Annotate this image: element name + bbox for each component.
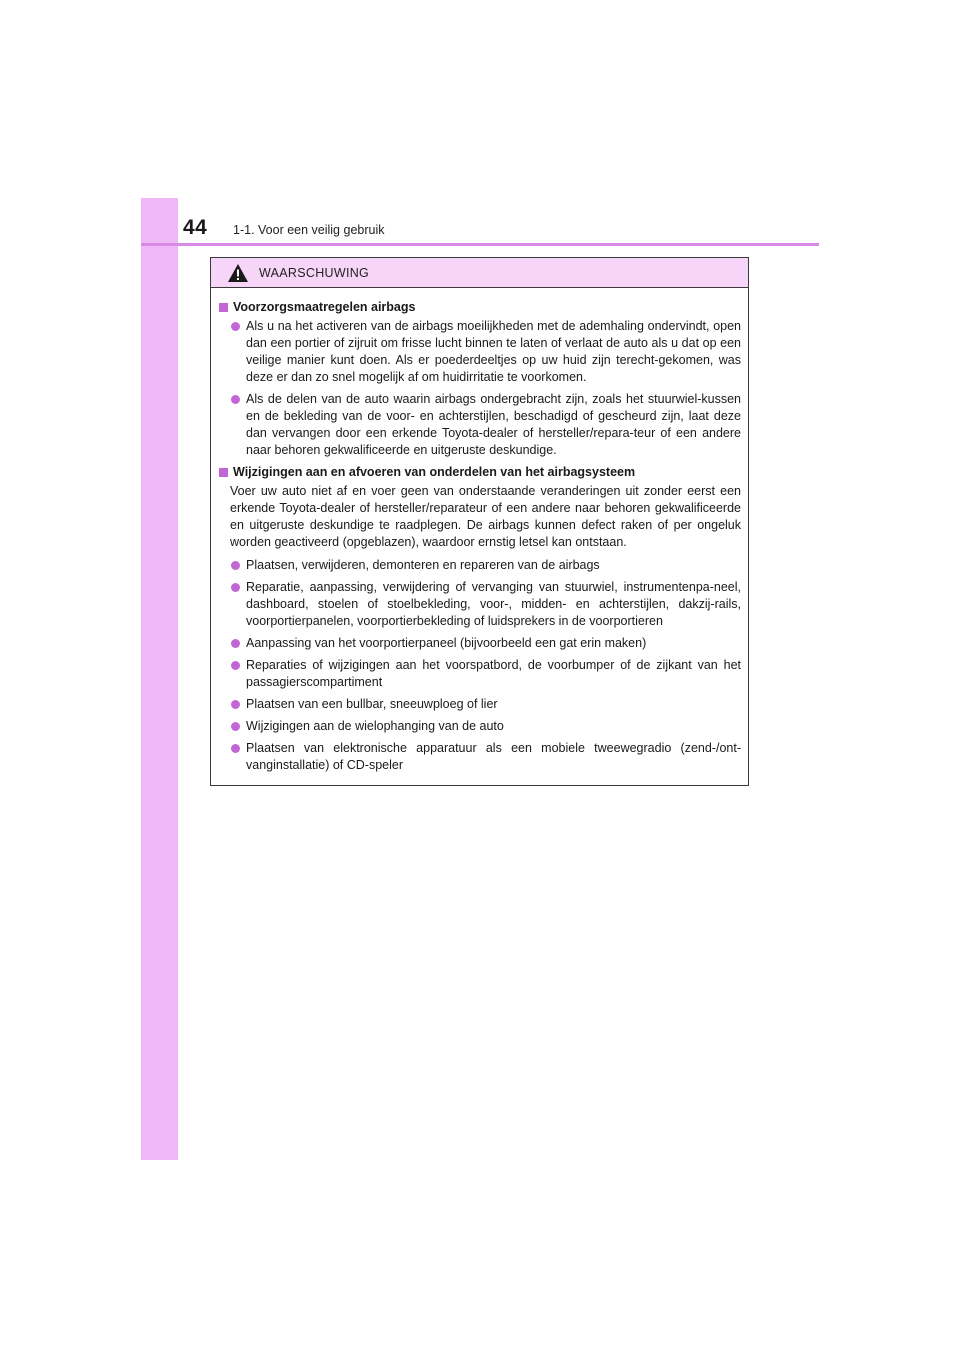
page-number: 44 bbox=[183, 216, 208, 239]
round-bullet-icon bbox=[231, 744, 240, 753]
list-item-text: Aanpassing van het voorportierpaneel (bijvoorbeeld een gat erin maken) bbox=[246, 636, 647, 650]
section-heading bbox=[218, 464, 741, 481]
list-item-text: Plaatsen, verwijderen, demonteren en repareren van de airbags bbox=[246, 558, 600, 572]
section-intro: Voer uw auto niet af en voer geen van onderstaande veranderingen uit zonder eerst een erkende Toyota-dealer of hersteller/reparateur of een andere naar behoren gekwalificeerde en uitgeruste deskundige te raadplegen. De airbags kunnen defect raken of per ongeluk worden geactiveerd (opgeblazen), waardoor ernstig letsel kan ontstaan. bbox=[230, 484, 741, 549]
round-bullet-icon bbox=[231, 700, 240, 709]
section-heading bbox=[218, 299, 741, 316]
round-bullet-icon bbox=[231, 395, 240, 404]
warning-body bbox=[211, 288, 748, 774]
list-item bbox=[230, 657, 741, 691]
list-item-text: Reparaties of wijzigingen aan het voorspatbord, de voorbumper of de zijkant van het passagierscompartiment bbox=[246, 658, 741, 689]
square-bullet-icon bbox=[219, 303, 228, 312]
list-item bbox=[230, 740, 741, 774]
section-heading-text: Voorzorgsmaatregelen airbags bbox=[233, 300, 416, 314]
round-bullet-icon bbox=[231, 639, 240, 648]
round-bullet-icon bbox=[231, 661, 240, 670]
warning-header bbox=[211, 258, 748, 288]
list-item-text: Plaatsen van een bullbar, sneeuwploeg of lier bbox=[246, 697, 498, 711]
warning-triangle-icon bbox=[227, 263, 249, 283]
list-item bbox=[230, 696, 741, 713]
list-item-text: Als de delen van de auto waarin airbags ondergebracht zijn, zoals het stuurwiel-kussen en de bekleding van de voor- en achterstijlen, beschadigd of gescheurd zijn, laat deze dan vervangen door een erkende Toyota-dealer of hersteller/repara-teur of een andere naar behoren gekwalificeerde en uitgeruste deskundige. bbox=[246, 392, 741, 457]
round-bullet-icon bbox=[231, 561, 240, 570]
list-item-text: Wijzigingen aan de wielophanging van de auto bbox=[246, 719, 504, 733]
list-item-text: Plaatsen van elektronische apparatuur als een mobiele tweewegradio (zend-/ont-vanginstallatie) of CD-speler bbox=[246, 741, 741, 772]
list-item bbox=[230, 318, 741, 386]
warning-label: WAARSCHUWING bbox=[259, 265, 370, 280]
warning-section-airbag-modifications bbox=[218, 464, 741, 774]
list-item bbox=[230, 557, 741, 574]
list-item bbox=[230, 391, 741, 459]
round-bullet-icon bbox=[231, 583, 240, 592]
list-item-text: Reparatie, aanpassing, verwijdering of vervanging van stuurwiel, instrumentenpa-neel, dashboard, stoelen of stoelbekleding, voor-, midden- en achterstijlen, dakzij-rails, voorportierpanelen, voorportierbekleding of luidsprekers in de voorportieren bbox=[246, 580, 741, 628]
square-bullet-icon bbox=[219, 468, 228, 477]
section-color-band bbox=[141, 198, 178, 1160]
round-bullet-icon bbox=[231, 322, 240, 331]
list-item-text: Als u na het activeren van de airbags moeilijkheden met de ademhaling ondervindt, open dan een portier of zijruit om frisse lucht binnen te laten of verlaat de auto als u dat op een veilige manier kunt doen. Als er poederdeeltjes op uw huid zijn terecht-gekomen, was deze er dan zo snel mogelijk af om huidirritatie te voorkomen. bbox=[246, 319, 741, 384]
section-title: 1-1. Voor een veilig gebruik bbox=[233, 223, 385, 237]
list-item bbox=[230, 579, 741, 630]
warning-box bbox=[210, 257, 749, 786]
list-item bbox=[230, 718, 741, 735]
warning-section-airbag-precautions bbox=[218, 299, 741, 459]
list-item bbox=[230, 635, 741, 652]
header-divider bbox=[141, 243, 819, 246]
round-bullet-icon bbox=[231, 722, 240, 731]
section-heading-text: Wijzigingen aan en afvoeren van onderdelen van het airbagsysteem bbox=[233, 465, 636, 479]
